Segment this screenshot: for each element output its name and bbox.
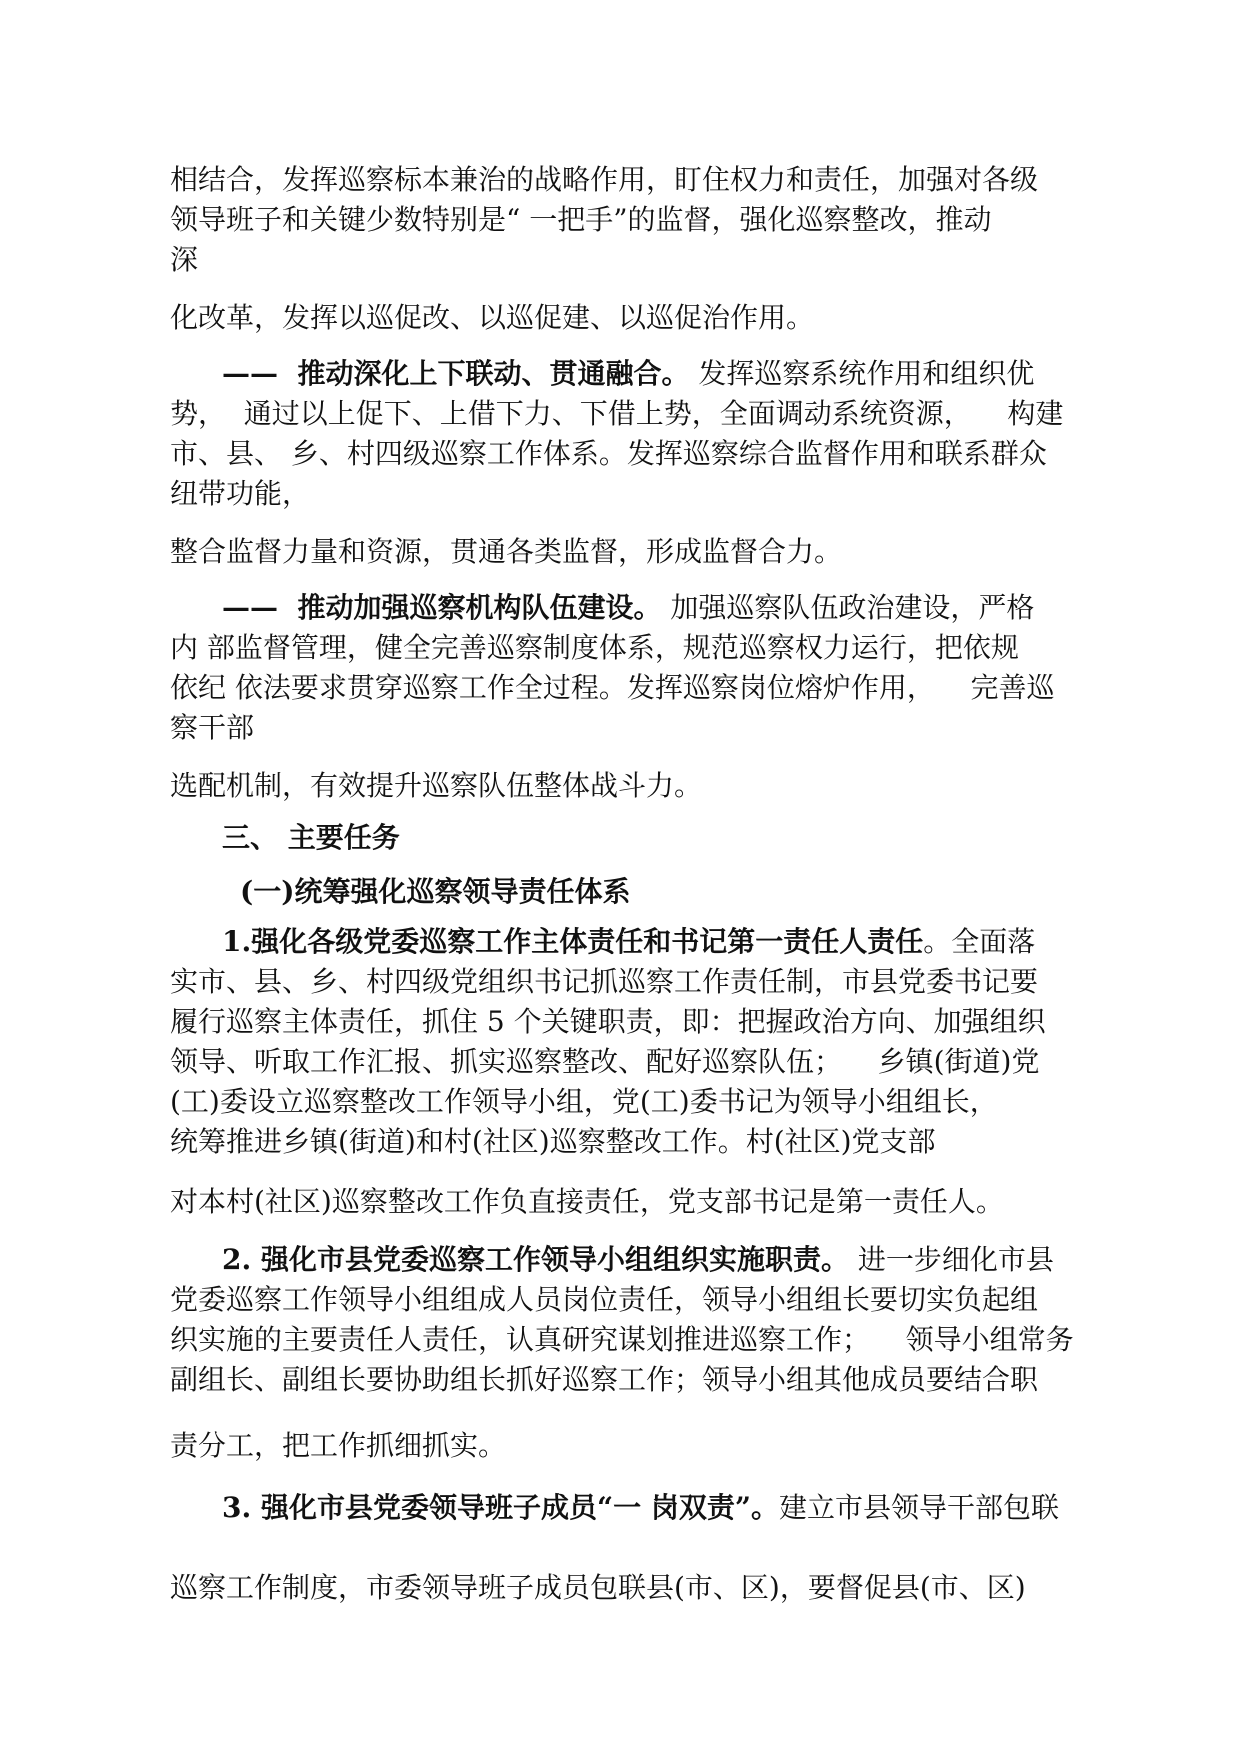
text-run: 。全面落 <box>923 925 1036 958</box>
dash-heading-line <box>222 354 1034 394</box>
item-heading: 2. 强化市县党委巡察工作领导小组组织实施职责。 <box>222 1243 849 1276</box>
body-line <box>170 1122 936 1162</box>
text-run: 巡察工作制度，市委领导班子成员包联县(市、区)，要督促县(市、区) <box>170 1571 1026 1604</box>
subsection-heading <box>240 872 631 912</box>
body-line <box>170 668 1055 708</box>
subsection-title: (一)统筹强化巡察领导责任体系 <box>240 875 631 908</box>
dash-heading-line <box>222 588 1034 628</box>
body-line <box>170 434 1047 474</box>
body-line <box>170 1002 1046 1042</box>
text-run: 副组长、副组长要协助组长抓好巡察工作；领导小组其他成员要结合职 <box>170 1363 1039 1396</box>
text-run: 履行巡察主体责任，抓住 5 个关键职责，即：把握政治方向、加强组织 <box>170 1005 1046 1038</box>
item-heading: 3. 强化市县党委领导班子成员“一 岗双责”。 <box>222 1491 779 1524</box>
text-run: 内 部监督管理，健全完善巡察制度体系，规范巡察权力运行，把依规 <box>170 631 1019 664</box>
text-run: 相结合，发挥巡察标本兼治的战略作用，盯住权力和责任，加强对各级 <box>170 163 1039 196</box>
body-line <box>170 1320 1074 1360</box>
item-line <box>222 1488 1059 1528</box>
body-line <box>170 1182 1004 1222</box>
body-line <box>170 1360 1038 1400</box>
text-run: 深 <box>170 243 199 276</box>
text-run: 党委巡察工作领导小组组成人员岗位责任，领导小组组长要切实负起组 <box>170 1283 1039 1316</box>
body-line <box>170 298 814 338</box>
text-run: 发挥巡察系统作用和组织优 <box>689 357 1035 390</box>
text-run: 整合监督力量和资源，贯通各类监督，形成监督合力。 <box>170 535 843 568</box>
text-run: 建立市县领导干部包联 <box>778 1491 1059 1524</box>
dash-heading: —— 推动加强巡察机构队伍建设。 <box>222 591 662 624</box>
section-title: 三、 主要任务 <box>222 821 400 854</box>
text-run: 纽带功能， <box>170 477 311 510</box>
text-run: 织实施的主要责任人责任，认真研究谋划推进巡察工作； 领导小组常务 <box>170 1323 1074 1356</box>
text-run: 势， 通过以上促下、上借下力、下借上势，全面调动系统资源， 构建 <box>170 397 1064 430</box>
body-line <box>170 1426 506 1466</box>
body-line <box>170 962 1038 1002</box>
item-heading: 1.强化各级党委巡察工作主体责任和书记第一责任人责任 <box>222 925 924 958</box>
body-line <box>170 1568 1026 1608</box>
text-run: 对本村(社区)巡察整改工作负直接责任，党支部书记是第一责任人。 <box>170 1185 1004 1218</box>
body-line <box>170 628 1019 668</box>
text-run: 化改革，发挥以巡促改、以巡促建、以巡促治作用。 <box>170 301 815 334</box>
text-run: 市、县、 乡、村四级巡察工作体系。发挥巡察综合监督作用和联系群众 <box>170 437 1047 470</box>
body-line <box>170 532 842 572</box>
text-run: 实市、县、乡、村四级党组织书记抓巡察工作责任制，市县党委书记要 <box>170 965 1039 998</box>
body-line <box>170 708 254 748</box>
text-run: 责分工，把工作抓细抓实。 <box>170 1429 507 1462</box>
text-run: 领导、听取工作汇报、抓实巡察整改、配好巡察队伍； 乡镇(街道)党 <box>170 1045 1040 1078</box>
body-line <box>170 1042 1039 1082</box>
body-line <box>170 160 1038 200</box>
item-line <box>222 1240 1054 1280</box>
body-line <box>170 766 702 806</box>
text-run: 选配机制，有效提升巡察队伍整体战斗力。 <box>170 769 703 802</box>
item-line <box>222 922 1035 962</box>
text-run: 领导班子和关键少数特别是“ 一把手”的监督，强化巡察整改，推动 <box>170 203 992 236</box>
body-line <box>170 1280 1038 1320</box>
body-line <box>170 1082 998 1122</box>
section-heading <box>222 818 400 858</box>
body-line <box>170 200 992 240</box>
body-line <box>170 394 1063 434</box>
body-line <box>170 240 198 280</box>
text-run: 加强巡察队伍政治建设，严格 <box>661 591 1035 624</box>
dash-heading: —— 推动深化上下联动、贯通融合。 <box>222 357 690 390</box>
text-run: 统筹推进乡镇(街道)和村(社区)巡察整改工作。村(社区)党支部 <box>170 1125 936 1158</box>
text-run: 依纪 依法要求贯穿巡察工作全过程。发挥巡察岗位熔炉作用， 完善巡 <box>170 671 1055 704</box>
text-run: 进一步细化市县 <box>848 1243 1054 1276</box>
text-run: (工)委设立巡察整改工作领导小组，党(工)委书记为领导小组组长， <box>170 1085 998 1118</box>
body-line <box>170 474 310 514</box>
text-run: 察干部 <box>170 711 255 744</box>
